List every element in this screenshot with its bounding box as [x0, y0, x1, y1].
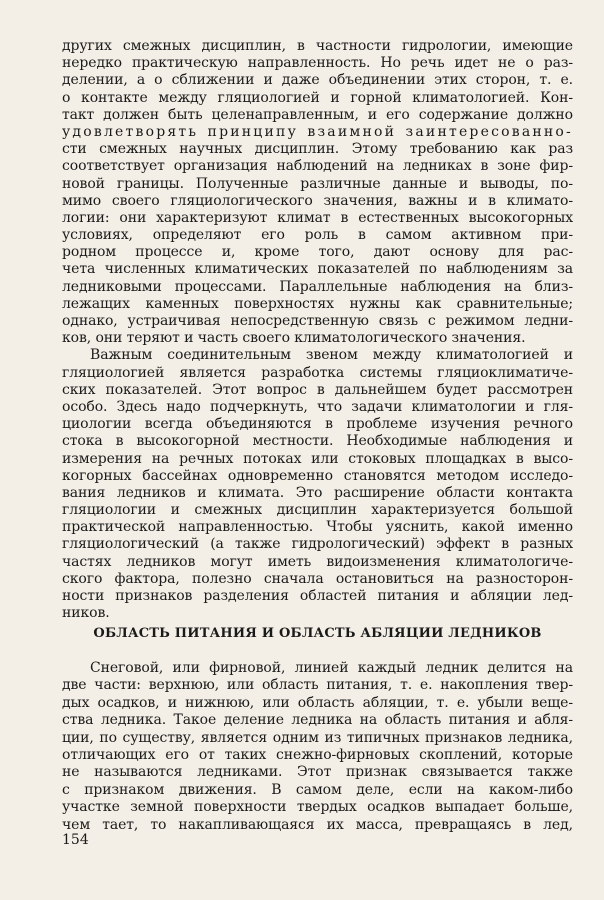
text-line: циологии всегда объединяются в проблеме изучения речного [62, 416, 573, 433]
text-line-spaced: удовлетворять принципу взаимной заинтересованно- [62, 123, 573, 140]
text-line: ледниковыми процессами. Параллельные наблюдения на близ- [62, 278, 573, 295]
text-line: гляциологии и смежных дисциплин характеризуется большой [62, 502, 573, 519]
body-text-upper [62, 38, 573, 622]
text-line-indent: Снеговой, или фирновой, линией каждый ледник делится на [90, 660, 573, 676]
text-line: практической направленностью. Чтобы уяснить, какой именно [62, 519, 573, 536]
text-line: ности признаков разделения областей питания и абляции лед- [62, 588, 573, 604]
text-line: когорных бассейнах одновременно становятся методом исследо- [62, 467, 573, 484]
text-line: нередко практическую направленность. Но речь идет не о раз- [62, 55, 573, 72]
text-line: две части: верхнюю, или область питания, т. е. накопления твер- [62, 677, 573, 694]
text-line: отличающих его от таких снежно-фирновых скоплений, которые [62, 746, 573, 763]
text-line: ков, они теряют и часть своего климатологического значения. [62, 330, 526, 347]
text-line: ских показателей. Этот вопрос в дальнейшем будет рассмотрен [62, 381, 573, 398]
text-line: измерения на речных потоках или стоковых площадках в высо- [62, 450, 573, 467]
text-line: однако, устраичивая непосредственную связь с режимом ледни- [62, 313, 573, 329]
page-number: 154 [62, 832, 89, 848]
text-line: с признаком движения. В самом деле, если на каком-либо [62, 781, 573, 798]
text-line: не называются ледниками. Этот признак связывается также [62, 764, 573, 781]
text-line: мимо своего гляциологического значения, важны и в климато- [62, 192, 573, 209]
text-line: сти смежных научных дисциплин. Этому требованию как раз [62, 141, 573, 158]
text-line: ства ледника. Такое деление ледника на область питания и абля- [62, 712, 573, 729]
text-line: о контакте между гляциологией и горной климатологией. Кон- [62, 89, 573, 106]
body-text-lower [62, 660, 573, 834]
text-line: гляциологией является разработка системы гляциоклиматиче- [62, 364, 573, 381]
text-line: гляциологический (а также гидрологический) эффект в разных [62, 536, 573, 553]
text-line: делении, а о сближении и даже объединении этих сторон, т. е. [62, 72, 573, 89]
text-line: логии: они характеризуют климат в естественных высокогорных [62, 209, 573, 226]
text-line: условиях, определяют его роль в самом активном при- [62, 227, 573, 244]
text-line: чем тает, то накапливающаяся их масса, превращаясь в лед, [62, 816, 573, 833]
text-line: соответствует организация наблюдений на ледниках в зоне фир- [62, 158, 573, 175]
section-heading: ОБЛАСТЬ ПИТАНИЯ И ОБЛАСТЬ АБЛЯЦИИ ЛЕДНИКОВ [93, 626, 542, 641]
text-line: участке земной поверхности твердых осадков выпадает больше, [62, 799, 573, 816]
text-line: чета численных климатических показателей по наблюдениям за [62, 261, 573, 278]
text-line: родном процессе и, кроме того, дают основу для рас- [62, 244, 573, 261]
text-line: такт должен быть целенаправленным, и его содержание должно [62, 106, 573, 123]
text-line: других смежных дисциплин, в частности гидрологии, имеющие [62, 38, 573, 54]
text-line: ского фактора, полезно сначала остановиться на разносторон- [62, 570, 573, 587]
text-line: новой границы. Полученные различные данные и выводы, по- [62, 175, 573, 192]
text-line: дых осадков, и нижнюю, или область абляции, т. е. убыли веще- [62, 694, 573, 711]
text-line: ции, по существу, является одним из типичных признаков ледника, [62, 729, 573, 746]
text-line: частях ледников могут иметь видоизменения климатологиче- [62, 553, 573, 570]
text-line: лежащих каменных поверхностях нужны как сравнительные; [62, 295, 573, 312]
text-line: ников. [62, 605, 110, 622]
text-line: особо. Здесь надо подчеркнуть, что задачи климатологии и гля- [62, 398, 573, 415]
text-line: вания ледников и климата. Это расширение области контакта [62, 484, 573, 501]
text-line: стока в высокогорной местности. Необходимые наблюдения и [62, 433, 573, 450]
text-line-indent: Важным соединительным звеном между климатологией и [90, 347, 573, 364]
